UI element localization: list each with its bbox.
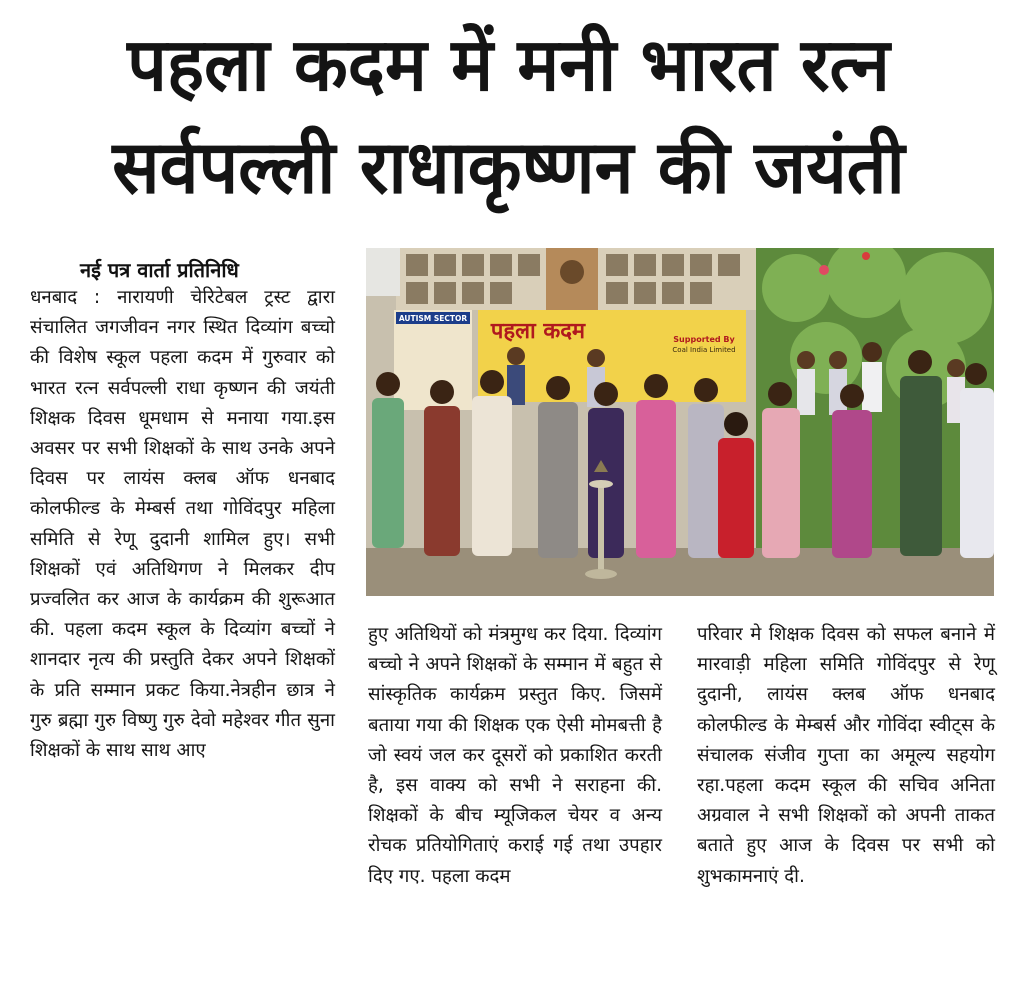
flower-1 — [819, 265, 829, 275]
ac-unit — [366, 248, 400, 296]
portrait-face — [560, 260, 584, 284]
column-text-middle: हुए अतिथियों को मंत्रमुग्ध कर दिया. दिव्यांग बच्चो ने अपने शिक्षकों के सम्मान में बहुत से सांस्कृतिक कार्यक्रम प्रस्तुत किए. जिसमें बताया गया की शिक्षक एक ऐसी मोमबत्ती है जो स्वयं जल कर दूसरों को प्रकाशित करती है, इस वाक्य को सभी ने सराहना की. शिक्षकों के बीच म्यूजिकल चेयर व अन्य रोचक प्रतियोगिताएं कराई गई तथा उपहार दिए गए. पहला कदम — [368, 624, 662, 887]
flower-2 — [862, 252, 870, 260]
banner-support-line1: Supported By — [673, 335, 735, 344]
column-text-right: परिवार मे शिक्षक दिवस को सफल बनाने में मारवाड़ी महिला समिति गोविंदपुर से रेणू दुदानी, लायंस क्लब ऑफ धनबाद कोलफील्ड के मेम्बर्स और गोविंदा स्वीट्स के संचालक संजीव गुप्ता का अमूल्य सहयोग रहा.पहला कदम स्कूल की सचिव अनिता अग्रवाल ने सभी शिक्षकों को अपनी ताकत बताते हुए आज के दिवस पर सभी को शुभकामनाएं दी. — [697, 624, 995, 887]
headline-line-1: पहला कदम में मनी भारत रत्न — [127, 21, 890, 108]
photo-illustration — [366, 248, 994, 596]
byline: नई पत्र वार्ता प्रतिनिधि — [80, 258, 239, 282]
headline-line-2: सर्वपल्ली राधाकृष्णन की जयंती — [112, 124, 905, 211]
news-photo — [366, 248, 994, 596]
article-column-left — [30, 283, 335, 766]
article-headline — [0, 13, 1017, 219]
article-column-middle — [368, 620, 662, 892]
banner-support-line2: Coal India Limited — [672, 346, 736, 354]
column-text-left: धनबाद : नारायणी चेरिटेबल ट्रस्ट द्वारा संचालित जगजीवन नगर स्थित दिव्यांग बच्चो की विशेष स्कूल पहला कदम में गुरुवार को भारत रत्न सर्वपल्ली राधा कृष्णन की जयंती शिक्षक दिवस धूमधाम से मनाया गया.इस अवसर पर सभी शिक्षकों के साथ उनके अपने दिवस पर लायंस क्लब ऑफ धनबाद कोलफील्ड के मेम्बर्स तथा गोविंदपुर महिला समिति से रेणू दुदानी शामिल हुए। सभी शिक्षकों एवं अतिथिगण ने मिलकर दीप प्रज्वलित कर आज के कार्यक्रम की शुरूआत की. पहला कदम स्कूल के दिव्यांग बच्चों ने शानदार नृत्य की प्रस्तुति देकर अपने शिक्षकों के प्रति सम्मान प्रकट किया.नेत्रहीन छात्र ने गुरु ब्रह्मा गुरु विष्णु गुरु देवो महेश्वर गीत सुना शिक्षकों के साथ साथ आए — [30, 287, 335, 762]
article-column-right — [697, 620, 995, 892]
sector-sign: AUTISM SECTOR — [398, 314, 468, 323]
banner-title: पहला कदम — [490, 319, 586, 344]
floor — [366, 548, 994, 596]
